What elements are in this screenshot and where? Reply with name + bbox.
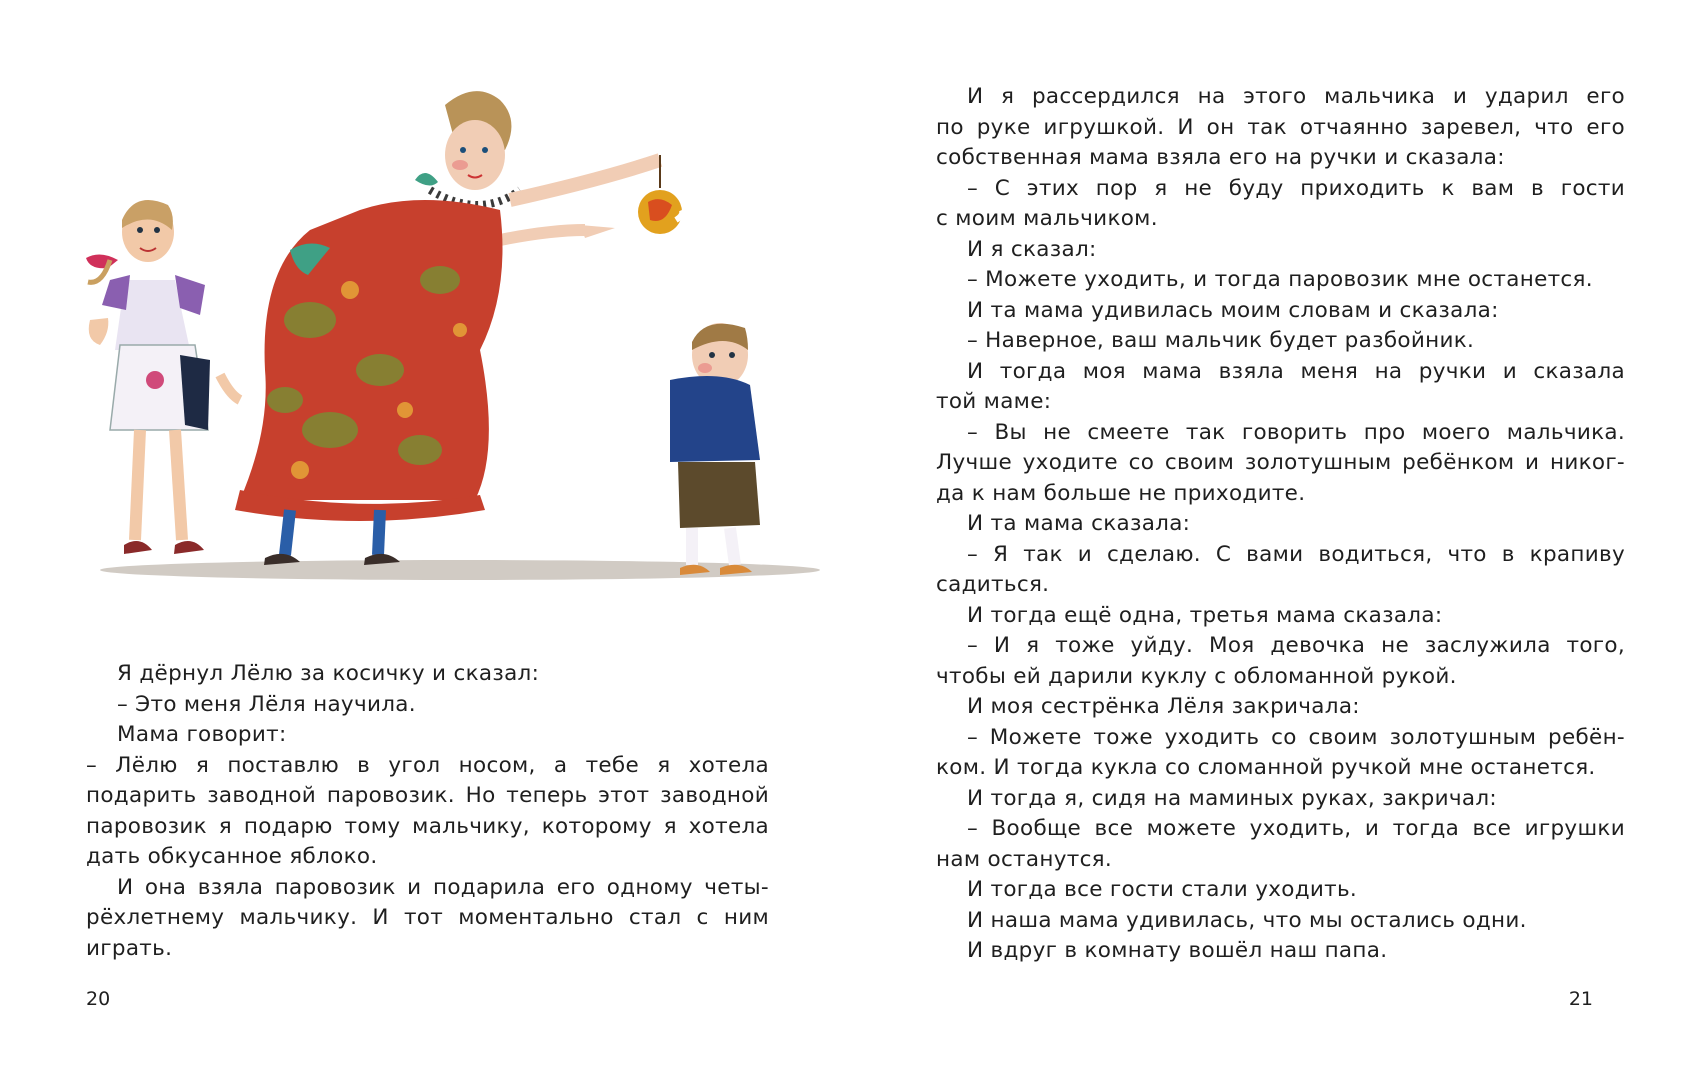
boy-figure: [670, 323, 760, 575]
text-line: И та мама удивилась моим словам и сказала:: [967, 297, 1499, 323]
text-line: – Вы не смеете так говорить про моего мальчика.: [967, 419, 1625, 445]
text-line: И тогда ещё одна, третья мама сказала:: [967, 602, 1443, 628]
text-line: – Лёлю я поставлю в угол носом, а тебе я хотела: [86, 752, 769, 778]
right-page-text: [936, 82, 1625, 967]
text-line: Я дёрнул Лёлю за косичку и сказал:: [117, 661, 540, 686]
left-page-text: [86, 659, 769, 964]
text-line: И вдруг в комнату вошёл наш папа.: [967, 938, 1388, 963]
text-line: И тогда я, сидя на маминых руках, закричал:: [967, 785, 1497, 811]
text-line: И моя сестрёнка Лёля закричала:: [967, 694, 1360, 719]
text-line: той маме:: [936, 389, 1052, 414]
story-illustration: [80, 70, 840, 635]
text-line: Лучше уходите со своим золотушным ребёнком и никог-: [936, 450, 1625, 475]
text-line: дать обкусанное яблоко.: [86, 844, 378, 869]
text-line: играть.: [86, 935, 173, 961]
text-line: И тогда все гости стали уходить.: [967, 877, 1358, 902]
text-line: чтобы ей дарили куклу с обломанной рукой.: [936, 663, 1457, 689]
text-line: И я сказал:: [967, 236, 1097, 262]
text-line: – Вообще все можете уходить, и тогда все игрушки: [967, 816, 1625, 841]
text-line: И она взяла паровозик и подарила его одному четы-: [117, 874, 769, 900]
text-line: собственная мама взяла его на ручки и сказала:: [936, 145, 1505, 170]
text-line: садиться.: [936, 572, 1050, 597]
text-line: по руке игрушкой. И он так отчаянно заревел, что его: [936, 114, 1625, 140]
mother-figure: [235, 91, 660, 565]
text-line: рёхлетнему мальчику. И тот моментально стал с ним: [86, 905, 769, 930]
text-line: – С этих пор я не буду приходить к вам в гости: [967, 175, 1625, 201]
girl-lelya-figure: [86, 200, 240, 554]
text-line: Мама говорит:: [117, 722, 287, 747]
text-line: И та мама сказала:: [967, 511, 1191, 536]
text-line: нам останутся.: [936, 846, 1113, 872]
text-line: – Можете тоже уходить со своим золотушным ребён-: [967, 724, 1625, 750]
text-line: – И я тоже уйду. Моя девочка не заслужила того,: [967, 633, 1625, 658]
text-line: паровозик я подарю тому мальчику, которому я хотела: [86, 813, 769, 839]
page-number-right: 21: [1568, 988, 1593, 1010]
text-line: И тогда моя мама взяла меня на ручки и сказала: [967, 358, 1625, 384]
text-line: подарить заводной паровозик. Но теперь этот заводной: [86, 783, 769, 808]
text-line: – Можете уходить, и тогда паровозик мне останется.: [967, 267, 1593, 292]
text-line: – Это меня Лёля научила.: [117, 691, 416, 717]
text-line: – Я так и сделаю. С вами водиться, что в крапиву: [967, 541, 1625, 567]
page-number-left: 20: [86, 988, 111, 1010]
text-line: ком. И тогда кукла со сломанной ручкой мне останется.: [936, 755, 1596, 780]
text-line: – Наверное, ваш мальчик будет разбойник.: [967, 328, 1475, 353]
text-line: И наша мама удивилась, что мы остались одни.: [967, 907, 1527, 933]
text-line: с моим мальчиком.: [936, 206, 1158, 231]
text-line: да к нам больше не приходите.: [936, 480, 1306, 506]
text-line: И я рассердился на этого мальчика и ударил его: [967, 84, 1625, 109]
right-page: [843, 0, 1686, 1080]
